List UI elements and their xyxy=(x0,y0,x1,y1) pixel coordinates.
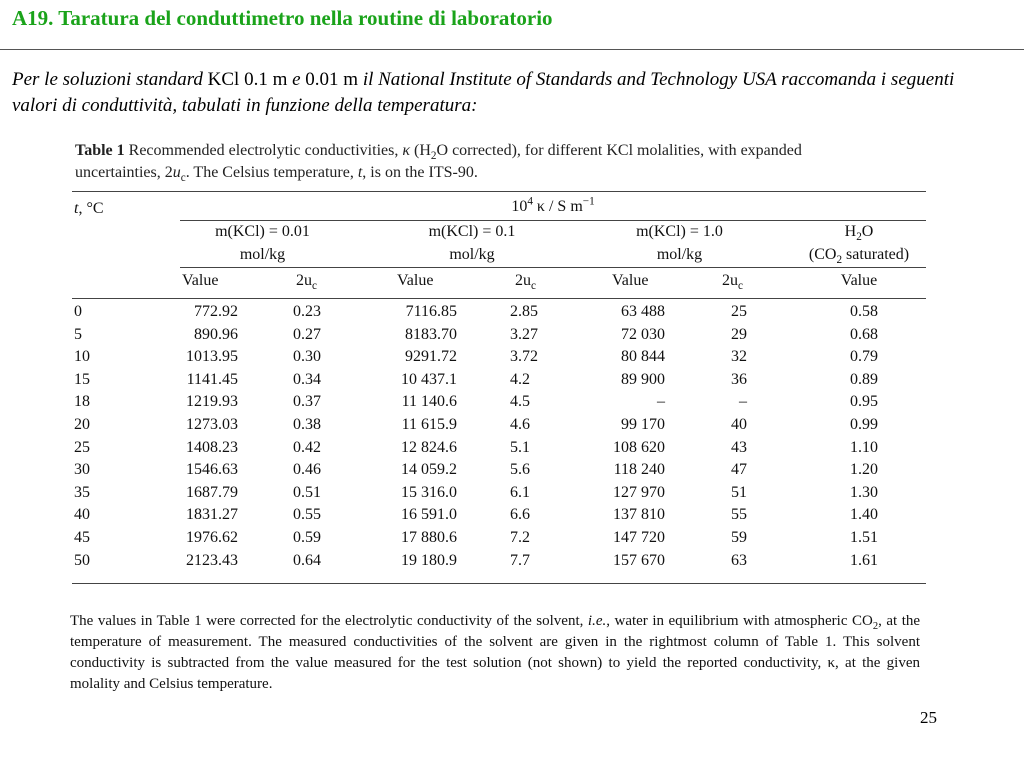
cell-kcl01-value: 8183.70 xyxy=(405,325,457,343)
table-top-rule xyxy=(72,191,926,192)
cell-kcl01-unc: 2.85 xyxy=(510,303,538,320)
cell-h2o-value: 0.99 xyxy=(850,416,878,433)
cell-h2o-value: 0.68 xyxy=(850,325,878,343)
table-note xyxy=(70,611,920,695)
cell-kcl001-unc: 0.34 xyxy=(293,370,321,388)
header-col-kcl1: m(KCl) = 1.0 xyxy=(636,223,723,240)
title-divider xyxy=(0,49,1024,50)
caption-text-a: Recommended electrolytic conductivities, xyxy=(128,142,399,159)
intro-text-2: il National Institute of Standards and Technology USA raccomanda i seguenti valori di conduttività, tabulati in funzione della temperatura: xyxy=(12,69,955,116)
cell-h2o-value: 0.89 xyxy=(850,370,878,388)
table-row xyxy=(72,527,926,550)
cell-kcl001-unc: 0.30 xyxy=(293,348,321,366)
cell-kcl01-unc: 6.6 xyxy=(510,506,530,524)
cell-kcl001-value: 1273.03 xyxy=(186,416,238,433)
cell-kcl1-value: – xyxy=(657,393,665,411)
note-text-b: , water in equilibrium with atmospheric CO xyxy=(606,613,873,629)
caption-kappa: κ xyxy=(402,142,411,159)
cell-temp: 40 xyxy=(74,506,90,524)
header-unc-3: $2u_c$ xyxy=(722,272,743,293)
cell-h2o-value: 1.10 xyxy=(850,438,878,456)
table-row xyxy=(72,391,926,414)
cell-temp: 15 xyxy=(74,370,90,388)
header-co2-saturated: ($CO_2$ saturated) xyxy=(808,246,910,267)
cell-h2o-value: 0.58 xyxy=(850,303,878,320)
header-group-kappa: $10^4$ κ / S $m^{-1}$ xyxy=(511,195,595,215)
cell-temp: 25 xyxy=(74,438,90,456)
cell-kcl01-unc: 3.72 xyxy=(510,348,538,366)
cell-kcl1-value: 157 670 xyxy=(613,551,665,569)
cell-h2o-value: 0.79 xyxy=(850,348,878,366)
note-ie: i.e. xyxy=(587,613,607,629)
cell-kcl01-value: 19 180.9 xyxy=(401,551,457,569)
cell-kcl01-value: 16 591.0 xyxy=(401,506,457,524)
cell-kcl01-value: 7116.85 xyxy=(405,303,457,320)
cell-kcl01-value: 9291.72 xyxy=(405,348,457,366)
conductivity-table xyxy=(72,191,926,586)
cell-kcl001-value: 1546.63 xyxy=(186,461,238,479)
caption-text-e: , is on the ITS-90. xyxy=(362,164,478,181)
cell-h2o-value: 0.95 xyxy=(850,393,878,411)
intro-text-1: Per le soluzioni standard xyxy=(12,69,203,90)
cell-temp: 45 xyxy=(74,529,90,546)
table-row xyxy=(72,550,926,573)
cell-kcl1-unc: 63 xyxy=(731,551,747,569)
slide-title: A19. Taratura del conduttimetro nella routine di laboratorio xyxy=(12,6,553,30)
caption-t: t xyxy=(357,164,363,181)
cell-temp: 50 xyxy=(74,551,90,569)
cell-kcl001-unc: 0.38 xyxy=(293,416,321,433)
cell-kcl001-unc: 0.59 xyxy=(293,529,321,546)
cell-kcl1-value: 99 170 xyxy=(621,416,665,433)
cell-temp: 10 xyxy=(74,348,90,366)
header-value-h2o: Value xyxy=(840,272,878,289)
cell-h2o-value: 1.20 xyxy=(850,461,878,479)
cell-kcl01-value: 11 140.6 xyxy=(401,393,457,411)
cell-h2o-value: 1.61 xyxy=(850,551,878,569)
cell-kcl001-unc: 0.27 xyxy=(293,325,321,343)
table-bottom-rule xyxy=(72,583,926,584)
header-bottom-rule xyxy=(72,298,926,299)
cell-temp: 20 xyxy=(74,416,90,433)
cell-kcl1-value: 72 030 xyxy=(621,325,665,343)
cell-kcl1-unc: – xyxy=(739,393,747,411)
cell-kcl001-value: 1219.93 xyxy=(186,393,238,411)
cell-kcl1-value: 137 810 xyxy=(613,506,665,524)
table-row xyxy=(72,459,926,482)
cell-kcl01-value: 11 615.9 xyxy=(401,416,457,433)
intro-kcl-01: KCl 0.1 m xyxy=(207,69,288,90)
header-subgroup-rule xyxy=(180,267,926,268)
cell-kcl1-value: 108 620 xyxy=(613,438,665,456)
cell-kcl01-unc: 4.6 xyxy=(510,416,530,433)
cell-kcl001-value: 1831.27 xyxy=(186,506,238,524)
cell-kcl001-value: 772.92 xyxy=(194,303,238,320)
cell-kcl1-unc: 40 xyxy=(731,416,747,433)
note-text-a: The values in Table 1 were corrected for the electrolytic conductivity of the solvent, xyxy=(70,613,584,629)
intro-paragraph xyxy=(12,67,972,119)
table-row xyxy=(72,482,926,505)
cell-kcl01-unc: 7.7 xyxy=(510,551,530,569)
cell-kcl001-value: 1976.62 xyxy=(186,529,238,546)
table-row xyxy=(72,414,926,437)
cell-kcl01-unc: 3.27 xyxy=(510,325,538,343)
note-text-c: , at the temperature of measurement. The measured conductivities of the solvent are given in the rightmost column of Table 1. This solvent conductivity is subtracted from the value measured for the test solution (not shown) to yield the reported conductivity, κ, at the given molality and Celsius temperature. xyxy=(70,613,921,692)
cell-kcl001-unc: 0.46 xyxy=(293,461,321,479)
table-row xyxy=(72,437,926,460)
cell-kcl001-unc: 0.51 xyxy=(293,483,321,501)
cell-kcl01-unc: 7.2 xyxy=(510,529,530,546)
caption-u: u xyxy=(172,164,181,181)
note-sub-2: 2 xyxy=(872,621,879,632)
cell-kcl1-value: 89 900 xyxy=(621,370,665,388)
table-row xyxy=(72,346,926,369)
cell-kcl1-unc: 29 xyxy=(731,325,747,343)
cell-kcl1-value: 118 240 xyxy=(613,461,665,479)
cell-kcl001-value: 1013.95 xyxy=(186,348,238,366)
cell-kcl01-unc: 5.6 xyxy=(510,461,530,479)
cell-kcl1-value: 63 488 xyxy=(621,303,665,320)
table-row xyxy=(72,324,926,347)
intro-kcl-001: 0.01 m xyxy=(305,69,359,90)
cell-h2o-value: 1.51 xyxy=(850,529,878,546)
cell-kcl1-unc: 43 xyxy=(731,438,747,456)
cell-kcl01-value: 15 316.0 xyxy=(401,483,457,501)
header-value-1: Value xyxy=(182,272,219,289)
cell-kcl01-value: 14 059.2 xyxy=(401,461,457,479)
cell-kcl001-unc: 0.64 xyxy=(293,551,321,569)
caption-text-d: . The Celsius temperature, xyxy=(185,164,354,181)
cell-kcl1-value: 127 970 xyxy=(613,483,665,501)
table-row xyxy=(72,369,926,392)
page-number: 25 xyxy=(920,708,937,727)
cell-temp: 35 xyxy=(74,483,90,501)
cell-kcl01-value: 10 437.1 xyxy=(401,370,457,388)
cell-kcl1-unc: 47 xyxy=(731,461,747,479)
table-row xyxy=(72,301,926,324)
intro-text-e: e xyxy=(292,69,301,90)
header-group-rule xyxy=(180,220,926,221)
cell-kcl1-unc: 32 xyxy=(731,348,747,366)
cell-temp: 18 xyxy=(74,393,90,411)
caption-sub-2: 2 xyxy=(430,150,437,163)
cell-kcl001-value: 1687.79 xyxy=(186,483,238,501)
cell-kcl1-value: 147 720 xyxy=(613,529,665,546)
cell-h2o-value: 1.30 xyxy=(850,483,878,501)
cell-kcl1-unc: 25 xyxy=(731,303,747,320)
cell-temp: 30 xyxy=(74,461,90,479)
cell-kcl001-unc: 0.55 xyxy=(293,506,321,524)
cell-kcl1-unc: 59 xyxy=(731,529,747,546)
header-unit-kcl001: mol/kg xyxy=(239,246,286,263)
cell-kcl001-unc: 0.23 xyxy=(293,303,321,320)
table-caption xyxy=(75,140,875,184)
cell-kcl001-value: 1141.45 xyxy=(186,370,238,388)
cell-kcl1-unc: 36 xyxy=(731,370,747,388)
header-unc-1: $2u_c$ xyxy=(296,272,317,293)
caption-text-c: O corrected), for different KCl molalities, with expanded uncertainties, 2 xyxy=(75,142,802,181)
cell-kcl001-unc: 0.37 xyxy=(293,393,321,411)
cell-temp: 5 xyxy=(74,325,82,343)
cell-kcl01-value: 12 824.6 xyxy=(401,438,457,456)
header-value-3: Value xyxy=(612,272,649,289)
header-temp-label: t, °C xyxy=(74,200,104,217)
table-row xyxy=(72,504,926,527)
cell-kcl001-value: 2123.43 xyxy=(186,551,238,569)
cell-kcl001-value: 1408.23 xyxy=(186,438,238,456)
caption-sub-c: c xyxy=(180,172,186,185)
cell-kcl001-unc: 0.42 xyxy=(293,438,321,456)
cell-kcl01-value: 17 880.6 xyxy=(401,529,457,546)
cell-kcl1-value: 80 844 xyxy=(621,348,665,366)
header-col-h2o: $H_2O$ xyxy=(844,223,874,244)
caption-label: Table 1 xyxy=(75,142,125,159)
cell-kcl1-unc: 55 xyxy=(731,506,747,524)
header-unc-2: $2u_c$ xyxy=(515,272,536,293)
header-col-kcl01: m(KCl) = 0.1 xyxy=(428,223,516,240)
cell-kcl01-unc: 4.2 xyxy=(510,370,530,388)
cell-temp: 0 xyxy=(74,303,82,320)
header-unit-kcl01: mol/kg xyxy=(449,246,495,263)
header-col-kcl001: m(KCl) = 0.01 xyxy=(215,223,310,240)
cell-kcl01-unc: 6.1 xyxy=(510,483,530,501)
cell-h2o-value: 1.40 xyxy=(850,506,878,524)
cell-kcl1-unc: 51 xyxy=(731,483,747,501)
header-unit-kcl1: mol/kg xyxy=(656,246,703,263)
caption-text-b: (H xyxy=(414,142,431,159)
cell-kcl001-value: 890.96 xyxy=(194,325,238,343)
cell-kcl01-unc: 4.5 xyxy=(510,393,530,411)
header-value-2: Value xyxy=(397,272,434,289)
cell-kcl01-unc: 5.1 xyxy=(510,438,530,456)
